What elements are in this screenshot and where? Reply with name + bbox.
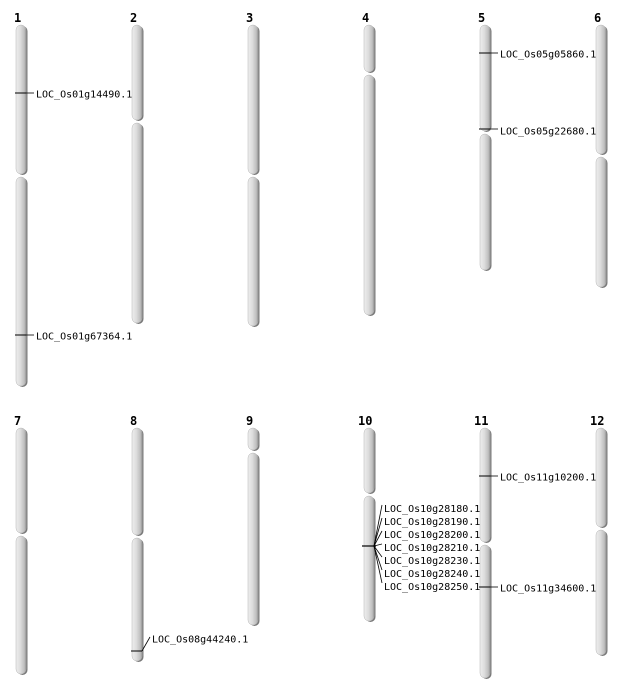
chromosome-5	[478, 11, 492, 271]
chromosome-3	[246, 11, 260, 327]
chromosome-11-p-arm	[480, 428, 490, 542]
chromosome-label: 2	[130, 11, 138, 25]
chromosome-3-q-arm	[248, 177, 258, 326]
chromosome-5-p-arm	[480, 25, 490, 131]
chromosome-7-p-arm	[16, 428, 26, 533]
chromosome-label: 12	[590, 414, 605, 428]
chromosome-label: 4	[362, 11, 370, 25]
gene-label: LOC_Os10g28230.1	[384, 556, 481, 567]
chromosome-9	[246, 414, 260, 626]
chromosome-2-p-arm	[132, 25, 142, 120]
chromosome-11-q-arm	[480, 545, 490, 678]
chromosome-4-q-arm	[364, 75, 374, 315]
chromosome-2-q-arm	[132, 123, 142, 323]
gene-label: LOC_Os05g05860.1	[500, 49, 597, 61]
chromosome-12-p-arm	[596, 428, 606, 527]
chromosome-label: 1	[14, 11, 22, 25]
chromosome-label: 11	[474, 414, 489, 428]
chromosome-label: 8	[130, 414, 138, 428]
chromosome-1	[14, 11, 28, 387]
gene-label: LOC_Os10g28180.1	[384, 504, 481, 515]
gene-label: LOC_Os11g10200.1	[500, 472, 597, 484]
gene-label: LOC_Os10g28250.1	[384, 582, 481, 593]
chromosome-label: 10	[358, 414, 373, 428]
gene-label: LOC_Os10g28210.1	[384, 543, 481, 554]
chromosome-12-q-arm	[596, 530, 606, 655]
chromosome-label: 3	[246, 11, 254, 25]
gene-label: LOC_Os10g28240.1	[384, 569, 481, 580]
chromosome-label: 5	[478, 11, 486, 25]
chromosome-label: 6	[594, 11, 602, 25]
chromosome-7	[14, 414, 28, 675]
gene-markers-layer	[15, 50, 596, 652]
gene-label: LOC_Os05g22680.1	[500, 126, 597, 138]
chromosome-2	[130, 11, 144, 324]
chromosome-9-p-arm	[248, 428, 258, 450]
gene-label: LOC_Os01g67364.1	[36, 331, 133, 343]
chromosome-8	[130, 414, 144, 662]
chromosome-9-q-arm	[248, 453, 258, 625]
gene-label: LOC_Os10g28190.1	[384, 517, 481, 528]
chromosome-1-p-arm	[16, 25, 26, 174]
chromosome-6-p-arm	[596, 25, 606, 154]
chromosome-3-p-arm	[248, 25, 258, 174]
gene-label: LOC_Os08g44240.1	[152, 634, 249, 646]
chromosome-8-q-arm	[132, 538, 142, 661]
chromosome-4-p-arm	[364, 25, 374, 72]
gene-label: LOC_Os01g14490.1	[36, 89, 133, 101]
chromosome-10-p-arm	[364, 428, 374, 493]
chromosome-label: 9	[246, 414, 254, 428]
chromosome-5-q-arm	[480, 134, 490, 270]
chromosome-label: 7	[14, 414, 22, 428]
chromosome-12	[590, 414, 608, 656]
gene-label: LOC_Os10g28200.1	[384, 530, 481, 541]
chromosome-7-q-arm	[16, 536, 26, 674]
chromosome-10	[358, 414, 376, 622]
gene-label: LOC_Os11g34600.1	[500, 583, 597, 595]
chromosome-4	[362, 11, 376, 316]
chromosome-6-q-arm	[596, 157, 606, 287]
chromosome-1-q-arm	[16, 177, 26, 386]
chromosome-10-q-arm	[364, 496, 374, 621]
chromosome-8-p-arm	[132, 428, 142, 535]
chromosomes-layer	[14, 11, 608, 679]
